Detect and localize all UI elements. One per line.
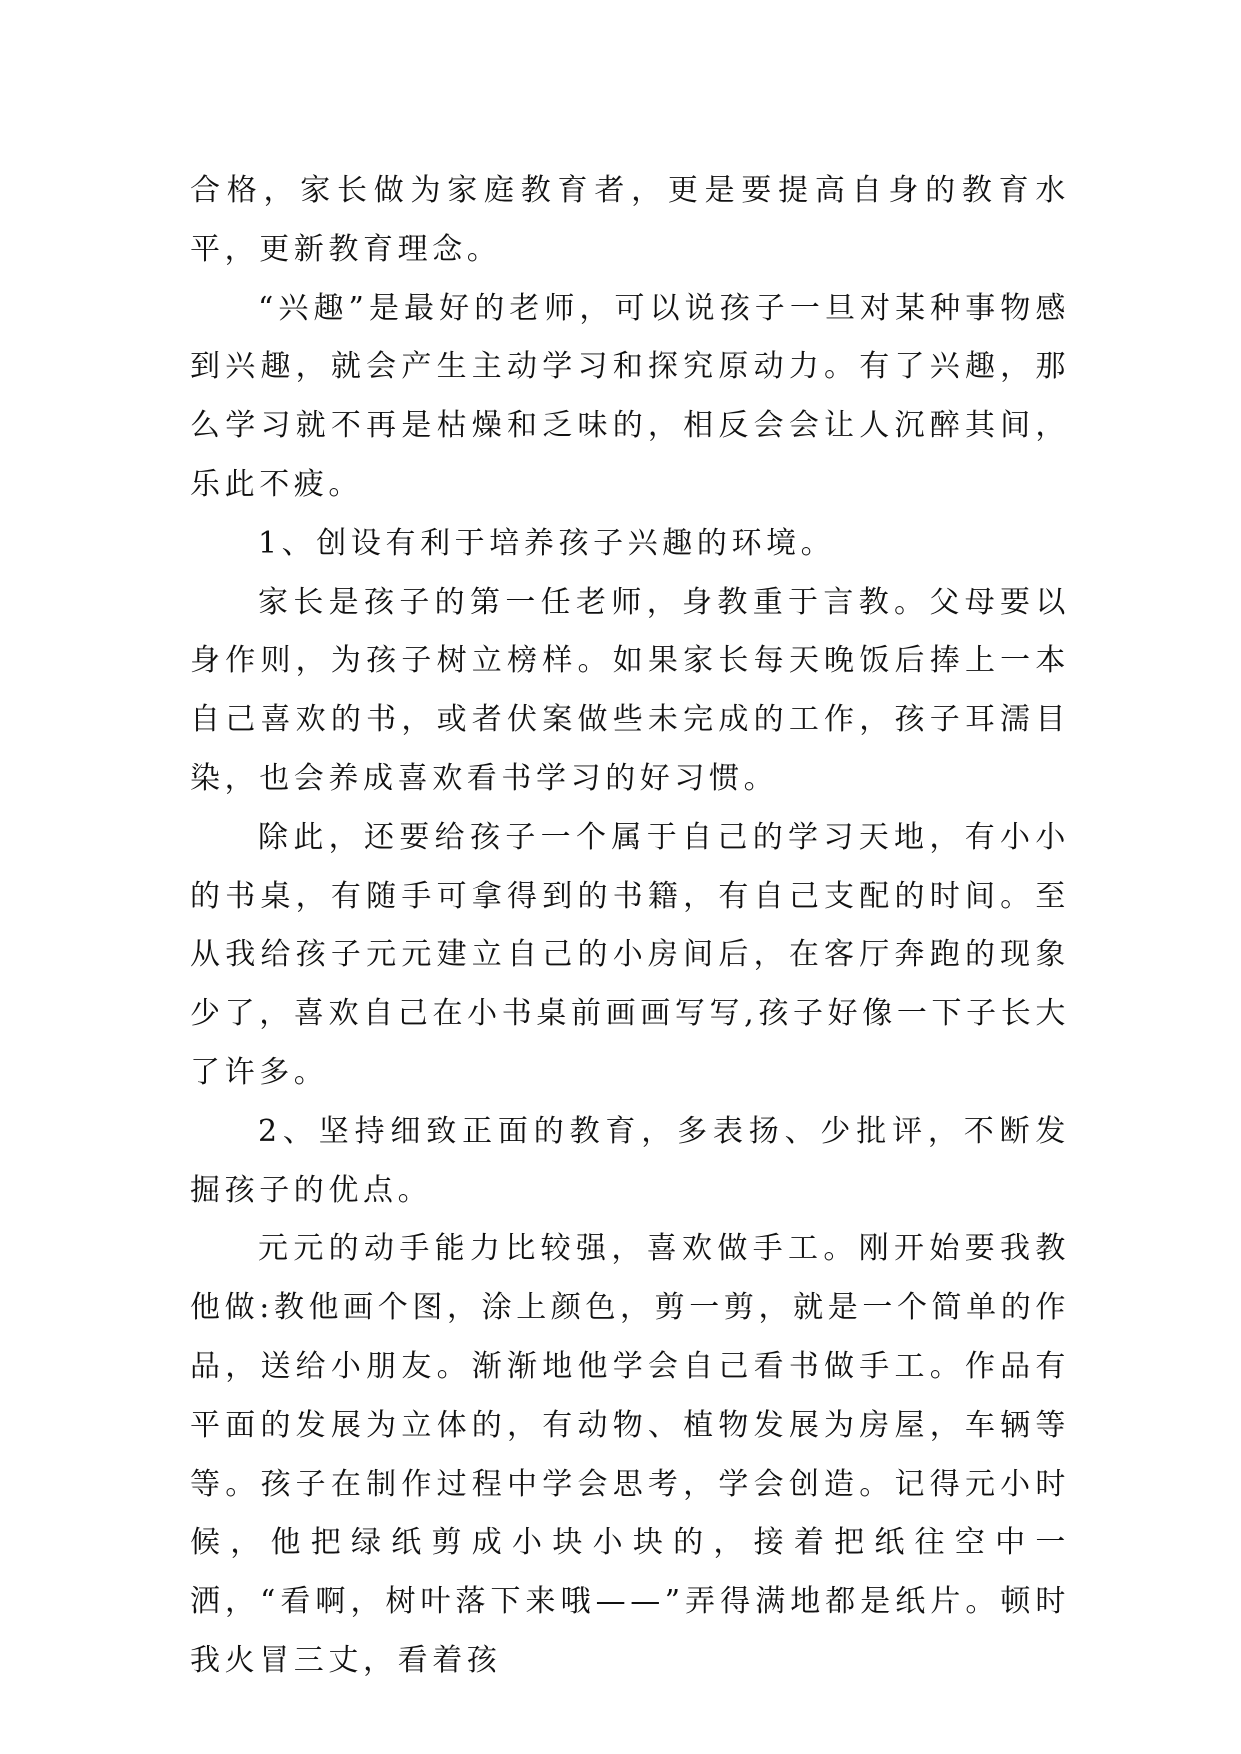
paragraph-3-heading: 1、创设有利于培养孩子兴趣的环境。 bbox=[258, 525, 836, 561]
paragraph-5: 除此，还要给孩子一个属于自己的学习天地，有小小的书桌，有随手可拿得到的书籍，有自己支配的时间。至从我给孩子元元建立自己的小房间后，在客厅奔跑的现象少了，喜欢自己在小书桌前画画写写,孩子好像一下子长大了许多。 bbox=[190, 819, 1070, 1090]
paragraph-7: 元元的动手能力比较强，喜欢做手工。刚开始要我教他做:教他画个图，涂上颜色，剪一剪，就是一个简单的作品，送给小朋友。渐渐地他学会自己看书做手工。作品有平面的发展为立体的，有动物、植物发展为房屋，车辆等等。孩子在制作过程中学会思考，学会创造。记得元小时候，他把绿纸剪成小块小块的，接着把纸往空中一洒，“看啊，树叶落下来哦——”弄得满地都是纸片。顿时我火冒三丈，看着孩 bbox=[190, 1231, 1070, 1678]
paragraph-2: “兴趣”是最好的老师，可以说孩子一旦对某种事物感到兴趣，就会产生主动学习和探究原动力。有了兴趣，那么学习就不再是枯燥和乏味的，相反会会让人沉醉其间，乐此不疲。 bbox=[190, 290, 1070, 502]
paragraph-1: 合格，家长做为家庭教育者，更是要提高自身的教育水平，更新教育理念。 bbox=[190, 173, 1070, 267]
paragraph-6-heading: 2、坚持细致正面的教育，多表扬、少批评，不断发掘孩子的优点。 bbox=[190, 1113, 1070, 1208]
paragraph-4: 家长是孩子的第一任老师，身教重于言教。父母要以身作则，为孩子树立榜样。如果家长每天晚饭后捧上一本自己喜欢的书，或者伏案做些未完成的工作，孩子耳濡目染，也会养成喜欢看书学习的好习惯。 bbox=[190, 584, 1070, 796]
document-body bbox=[190, 162, 1070, 1691]
